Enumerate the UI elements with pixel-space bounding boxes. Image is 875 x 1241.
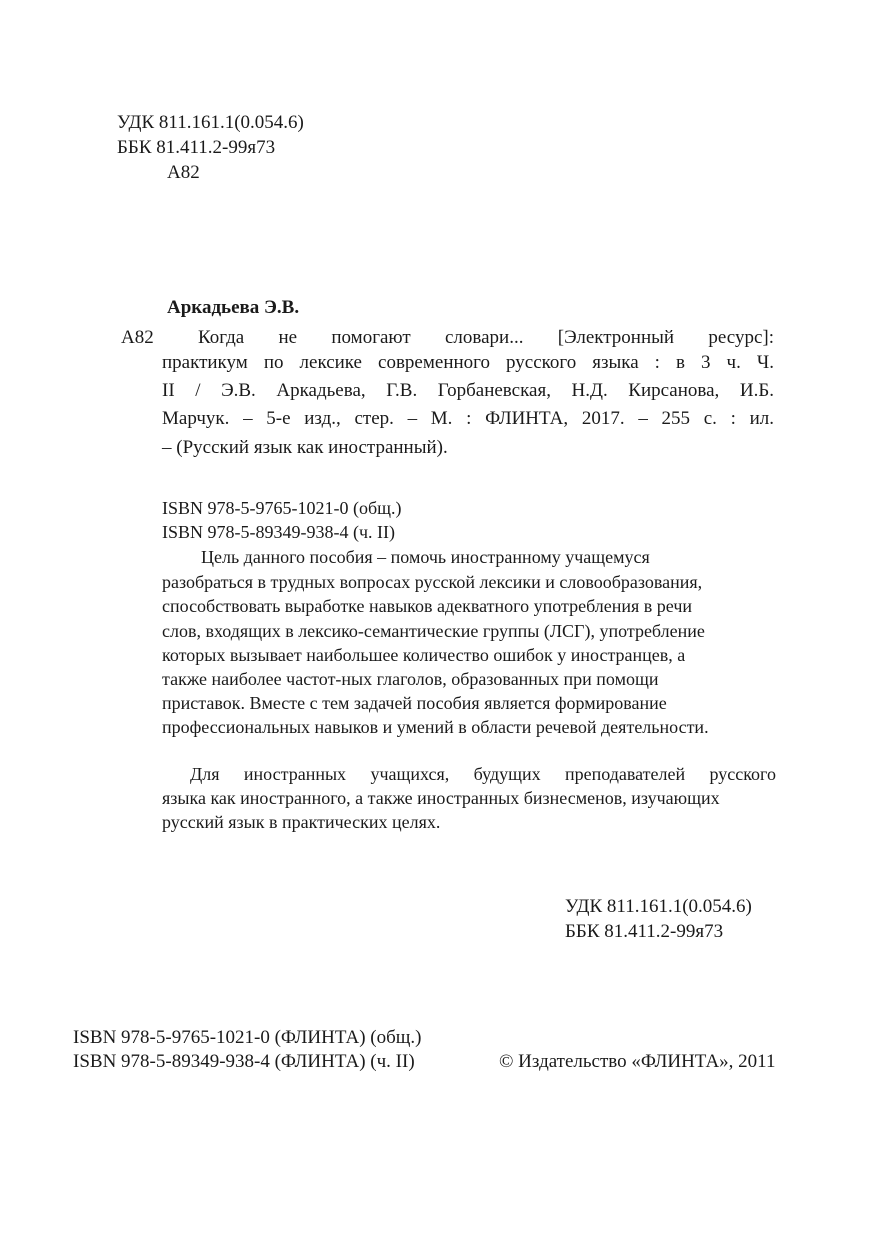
entry-line-1: Когда не помогают словари... [Электронный ресурс]: xyxy=(198,327,774,348)
author-heading: Аркадьева Э.В. xyxy=(167,297,300,318)
annotation-line-2: разобраться в трудных вопросах русской лексики и словообразования, xyxy=(162,572,703,592)
isbn-part: ISBN 978-5-89349-938-4 (ч. II) xyxy=(162,522,396,542)
footer-isbn-part: ISBN 978-5-89349-938-4 (ФЛИНТА) (ч. II) xyxy=(73,1051,415,1072)
footer-isbn-general: ISBN 978-5-9765-1021-0 (ФЛИНТА) (общ.) xyxy=(73,1027,422,1048)
annotation-line-4: слов, входящих в лексико-семантические группы (ЛСГ), употребление xyxy=(162,621,705,641)
bbk-top: ББК 81.411.2-99я73 xyxy=(117,137,276,158)
bbk-bottom: ББК 81.411.2-99я73 xyxy=(565,921,724,942)
entry-line-3: II / Э.В. Аркадьева, Г.В. Горбаневская, Н.Д. Кирсанова, И.Б. xyxy=(162,380,774,401)
copyright: © Издательство «ФЛИНТА», 2011 xyxy=(499,1051,776,1072)
audience-line-3: русский язык в практических целях. xyxy=(162,812,441,832)
author-mark: А82 xyxy=(121,327,154,348)
annotation-line-5: которых вызывает наибольшее количество ошибок у иностранцев, а xyxy=(162,645,686,665)
annotation-line-1: Цель данного пособия – помочь иностранному учащемуся xyxy=(201,547,650,567)
annotation-line-3: способствовать выработке навыков адекватного употребления в речи xyxy=(162,596,693,616)
entry-line-2: практикум по лексике современного русского языка : в 3 ч. Ч. xyxy=(162,352,774,373)
isbn-general: ISBN 978-5-9765-1021-0 (общ.) xyxy=(162,498,402,518)
entry-line-4: Марчук. – 5-е изд., стер. – М. : ФЛИНТА, 2017. – 255 с. : ил. xyxy=(162,408,774,429)
annotation-line-6: также наиболее частот-ных глаголов, образованных при помощи xyxy=(162,669,659,689)
udk-top: УДК 811.161.1(0.054.6) xyxy=(117,112,304,133)
author-mark-top: А82 xyxy=(167,162,200,183)
entry-line-5: – (Русский язык как иностранный). xyxy=(162,437,448,458)
annotation-line-8: профессиональных навыков и умений в области речевой деятельности. xyxy=(162,717,709,737)
audience-line-1: Для иностранных учащихся, будущих преподавателей русского xyxy=(190,764,776,784)
annotation-line-7: приставок. Вместе с тем задачей пособия является формирование xyxy=(162,693,667,713)
udk-bottom: УДК 811.161.1(0.054.6) xyxy=(565,896,752,917)
audience-line-2: языка как иностранного, а также иностранных бизнесменов, изучающих xyxy=(162,788,720,808)
